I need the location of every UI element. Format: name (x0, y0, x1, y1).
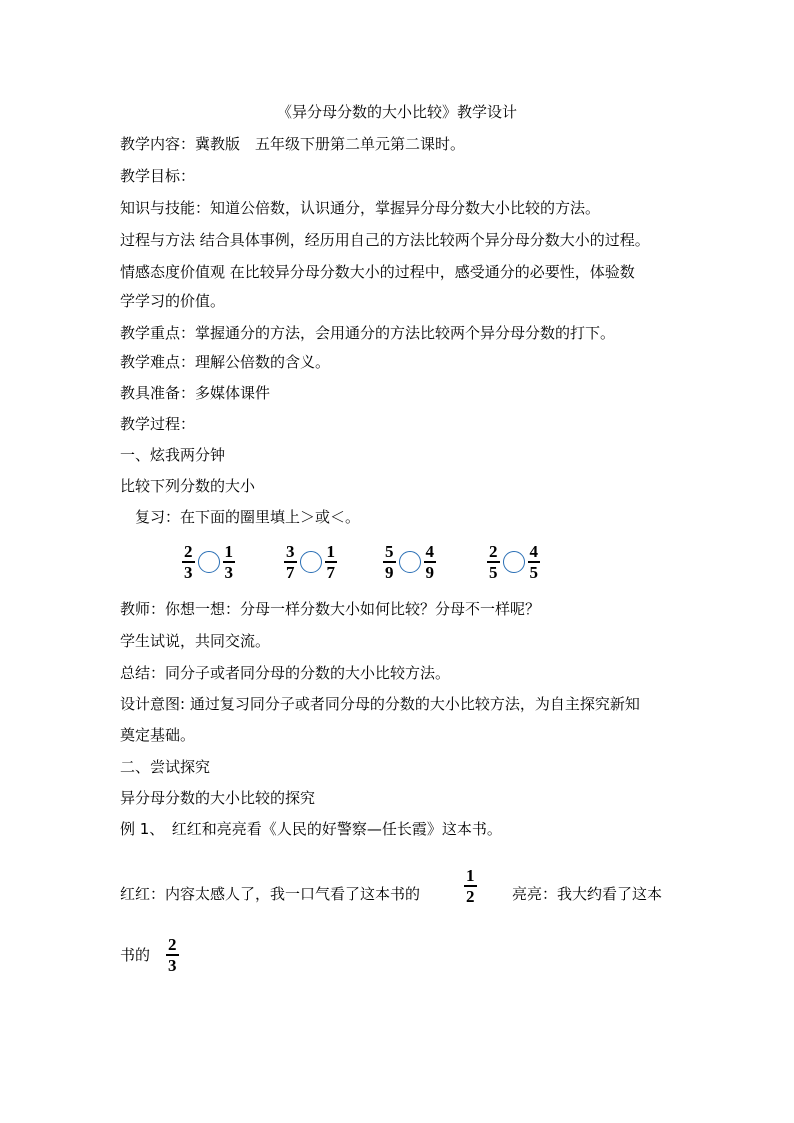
honghong-line: 红红：内容太感人了，我一口气看了这本书的 (120, 885, 421, 903)
text-line: 例 1、 红红和亮亮看《人民的好警察—任长霞》这本书。 (120, 820, 502, 838)
numerator: 1 (224, 542, 233, 562)
liangliang-line: 亮亮：我大约看了这本 (512, 885, 663, 903)
comparison-item (182, 540, 235, 584)
section-heading: 二、尝试探究 (120, 758, 211, 776)
numerator: 1 (466, 866, 475, 885)
text-line: 知识与技能：知道公倍数，认识通分，掌握异分母分数大小比较的方法。 (120, 199, 601, 217)
fraction (528, 542, 541, 582)
fraction (284, 542, 297, 582)
text-line: 复习：在下面的圈里填上＞或＜。 (120, 508, 361, 526)
numerator: 5 (385, 542, 394, 562)
fraction (166, 935, 179, 975)
comparison-item (284, 540, 337, 584)
numerator: 2 (489, 542, 498, 562)
comparison-exercise-row (0, 540, 794, 584)
numerator: 4 (425, 542, 434, 562)
text-line: 总结：同分子或者同分母的分数的大小比较方法。 (120, 664, 451, 682)
denominator: 7 (326, 562, 335, 582)
fraction (424, 542, 437, 582)
text-line: 教具准备：多媒体课件 (120, 384, 271, 402)
denominator: 5 (529, 562, 538, 582)
numerator: 3 (286, 542, 295, 562)
text-line: 学学习的价值。 (120, 292, 226, 310)
denominator: 3 (224, 562, 233, 582)
text-line: 教学难点：理解公倍数的含义。 (120, 353, 331, 371)
comparison-item (383, 540, 436, 584)
text-line: 教学重点：掌握通分的方法，会用通分的方法比较两个异分母分数的打下。 (120, 324, 616, 342)
answer-circle[interactable] (300, 551, 322, 573)
comparison-item (487, 540, 540, 584)
numerator: 2 (168, 935, 177, 954)
denominator: 3 (168, 955, 177, 975)
numerator: 1 (326, 542, 335, 562)
text-line: 书的 (120, 946, 151, 964)
text-line: 奠定基础。 (120, 726, 196, 744)
text-line: 教师：你想一想：分母一样分数大小如何比较？分母不一样呢？ (120, 600, 541, 618)
text-line: 异分母分数的大小比较的探究 (120, 789, 316, 807)
honghong-fraction (464, 866, 477, 906)
fraction (383, 542, 396, 582)
liangliang-fraction (166, 935, 179, 975)
fraction (325, 542, 338, 582)
text-line: 教学过程： (120, 415, 196, 433)
fraction (223, 542, 236, 582)
denominator: 3 (184, 562, 193, 582)
denominator: 9 (385, 562, 394, 582)
text-line: 过程与方法 结合具体事例，经历用自己的方法比较两个异分母分数大小的过程。 (120, 231, 650, 249)
denominator: 9 (425, 562, 434, 582)
fraction (487, 542, 500, 582)
section-heading: 一、炫我两分钟 (120, 446, 226, 464)
text-line: 比较下列分数的大小 (120, 477, 256, 495)
document-title: 《异分母分数的大小比较》教学设计 (276, 103, 517, 121)
answer-circle[interactable] (198, 551, 220, 573)
answer-circle[interactable] (399, 551, 421, 573)
denominator: 5 (489, 562, 498, 582)
numerator: 4 (529, 542, 538, 562)
text-line: 学生试说，共同交流。 (120, 632, 271, 650)
denominator: 2 (466, 886, 475, 906)
text-line: 设计意图: 通过复习同分子或者同分母的分数的大小比较方法，为自主探究新知 (120, 695, 640, 713)
text-line: 教学内容：冀教版 五年级下册第二单元第二课时。 (120, 135, 466, 153)
fraction (464, 866, 477, 906)
denominator: 7 (286, 562, 295, 582)
answer-circle[interactable] (503, 551, 525, 573)
text-line: 情感态度价值观 在比较异分母分数大小的过程中，感受通分的必要性，体验数 (120, 263, 635, 281)
text-line: 教学目标： (120, 167, 196, 185)
fraction (182, 542, 195, 582)
numerator: 2 (184, 542, 193, 562)
